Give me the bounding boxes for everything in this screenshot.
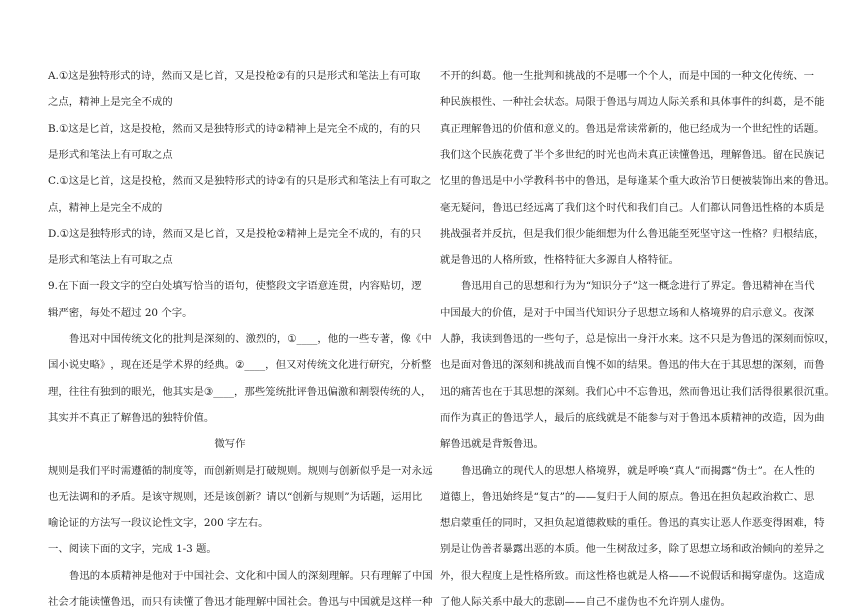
right-text-line: 毫 无 疑 问 ， 鲁 迅 已 经 远 离 了 我 们 这 个 时 代 和 我 们 自 己 。 人 们 都 认 同 鲁 迅 性 格 的 本 质 是: [440, 201, 825, 214]
left-text-line: 规 则 是 我 们 平 时 需 遵 循 的 制 度 等 ， 而 创 新 则 是 打 破 规 则 。 规 则 与 创 新 似 乎 是 一 对 永 远: [48, 464, 433, 477]
left-text-line: 也 无 法 调 和 的 矛 盾 。 是 该 守 规 则 ， 还 是 该 创 新 ？ 请 以 “ 创 新 与 规 则 ” 为 话 题 ， 运 用 比: [48, 490, 423, 503]
left-text-line: C . ① 这 是 匕 首 ， 这 是 投 枪 ， 然 而 又 是 独 特 形 式 的 诗 ② 有 的 只 是 形 式 和 笔 法 上 有 可 取 之: [48, 175, 432, 188]
right-text-line: 解鲁迅就是背叛鲁迅。: [440, 438, 544, 451]
left-text-line: 其实并不真正了解鲁迅的独特价值。: [48, 411, 215, 424]
left-text-line: B . ① 这 是 匕 首 ， 这 是 投 枪 ， 然 而 又 是 独 特 形 式 的 诗 ② 精 神 上 是 完 全 不 成 的 ， 有 的 只: [48, 122, 421, 135]
left-text-line: 是形式和笔法上有可取之点: [48, 254, 173, 267]
left-text-line: 微写作: [214, 438, 246, 451]
right-text-line: 鲁 迅 确 立 的 现 代 人 的 思 想 人 格 境 界 ， 就 是 呼 唤 “ 真 人 ” 而 揭 露 “ 伪 士 ” 。 在 人 性 的: [461, 464, 815, 477]
left-text-line: 一、阅读下面的文字，完成 1-3 题。: [48, 543, 217, 556]
right-text-line: 真 正 理 解 鲁 迅 的 价 值 和 意 义 的 。 鲁 迅 是 常 读 常 新 的 ， 他 已 经 成 为 一 个 世 纪 性 的 话 题 。: [440, 122, 825, 135]
right-text-line: 了他人际关系中最大的悲剧——自己不虚伪也不允许别人虚伪。: [440, 596, 731, 608]
right-text-line: 就是鲁迅的人格所致，性格特征大多源自人格特征。: [440, 254, 679, 267]
right-text-line: 也 是 面 对 鲁 迅 的 深 刻 和 挑 战 而 自 愧 不 如 的 结 果 。 鲁 迅 的 伟 大 在 于 其 思 想 的 深 刻 ， 而 鲁: [440, 359, 825, 372]
left-text-line: 鲁 迅 的 本 质 精 神 是 他 对 于 中 国 社 会 、 文 化 和 中 国 人 的 深 刻 理 解 。 只 有 理 解 了 中 国: [69, 569, 433, 582]
right-text-line: 想 启 蒙 重 任 的 同 时 ， 又 担 负 起 道 德 救 赎 的 重 任 。 鲁 迅 的 真 实 让 恶 人 作 恶 变 得 困 难 ， 特: [440, 517, 825, 530]
left-text-line: A . ① 这 是 独 特 形 式 的 诗 ， 然 而 又 是 匕 首 ， 又 是 投 枪 ② 有 的 只 是 形 式 和 笔 法 上 有 可 取: [48, 70, 421, 82]
left-text-line: 鲁 迅 对 中 国 传 统 文 化 的 批 判 是 深 刻 的 、 激 烈 的 ， ① _ _ _ _ ， 他 的 一 些 专 著 ， 像 《 中: [69, 333, 432, 345]
right-text-line: 道 德 上 ， 鲁 迅 始 终 是 “ 复 古 ” 的 — — 复 归 于 人 间 的 原 点 。 鲁 迅 在 担 负 起 政 治 救 亡 、 思: [440, 490, 815, 503]
right-text-line: 忆 里 的 鲁 迅 是 中 小 学 教 科 书 中 的 鲁 迅 ， 是 每 逢 某 个 重 大 政 治 节 日 便 被 装 饰 出 来 的 鲁 迅 。: [440, 175, 835, 188]
left-text-line: D . ① 这 是 独 特 形 式 的 诗 ， 然 而 又 是 匕 首 ， 又 是 投 枪 ② 精 神 上 是 完 全 不 成 的 ， 有 的 只: [48, 227, 422, 240]
left-text-line: 辑严密，每处不超过 20 个字。: [48, 306, 193, 319]
right-text-line: 我 们 这 个 民 族 花 费 了 半 个 多 世 纪 的 时 光 也 尚 未 真 正 读 懂 鲁 迅 ， 理 解 鲁 迅 。 留 在 民 族 记: [440, 148, 825, 161]
left-text-line: 理 ， 往 往 有 独 到 的 眼 光 ， 他 其 实 是 ③ _ _ _ _ ， 那 些 笼 统 批 评 鲁 迅 偏 激 和 割 裂 传 统 的 人 ，: [48, 385, 432, 398]
left-text-line: 之点，精神上是完全不成的: [48, 96, 173, 109]
right-text-line: 中 国 最 大 的 价 值 ， 是 对 于 中 国 当 代 知 识 分 子 思 想 立 场 和 人 格 境 界 的 启 示 意 义 。 夜 深: [440, 306, 815, 319]
right-text-line: 挑 战 强 者 并 反 抗 ， 但 是 我 们 很 少 能 细 想 为 什 么 鲁 迅 能 至 死 坚 守 这 一 性 格 ？ 归 根 结 底 ，: [440, 227, 825, 240]
left-text-line: 9 . 在 下 面 一 段 文 字 的 空 白 处 填 写 恰 当 的 语 句 ， 使 整 段 文 字 语 意 连 贯 ， 内 容 贴 切 ， 逻: [48, 280, 422, 293]
left-text-line: 喻论证的方法写一段议论性文字，200 字左右。: [48, 517, 269, 530]
right-text-line: 别 是 让 伪 善 者 暴 露 出 恶 的 本 质 。 他 一 生 树 敌 过 多 ， 除 了 思 想 立 场 和 政 治 倾 向 的 差 异 之: [440, 543, 825, 556]
right-text-line: 种 民 族 根 性 、 一 种 社 会 状 态 。 局 限 于 鲁 迅 与 周 边 人 际 关 系 和 具 体 事 件 的 纠 葛 ， 是 不 能: [440, 96, 825, 109]
right-text-line: 鲁 迅 用 自 己 的 思 想 和 行 为 为 “ 知 识 分 子 ” 这 一 概 念 进 行 了 界 定 。 鲁 迅 精 神 在 当 代: [461, 280, 815, 293]
right-text-line: 不 开 的 纠 葛 。 他 一 生 批 判 和 挑 战 的 不 是 哪 一 个 个 人 ， 而 是 中 国 的 一 种 文 化 传 统 、 一: [440, 70, 815, 82]
right-text-line: 迅 的 痛 苦 也 在 于 其 思 想 的 深 刻 。 我 们 心 中 不 忘 鲁 迅 ， 然 而 鲁 迅 让 我 们 活 得 很 累 很 沉 重 。: [440, 385, 835, 398]
right-text-line: 人 静 ， 我 读 到 鲁 迅 的 一 些 句 子 ， 总 是 惊 出 一 身 汗 水 来 。 这 不 只 是 为 鲁 迅 的 深 刻 而 惊 叹 ，: [440, 333, 835, 345]
left-text-line: 点，精神上是完全不成的: [48, 201, 163, 214]
right-text-line: 外 ， 很 大 程 度 上 是 性 格 所 致 。 而 这 性 格 也 就 是 人 格 — — 不 说 假 话 和 揭 穿 虚 伪 。 这 造 成: [440, 569, 825, 582]
left-text-line: 社 会 才 能 读 懂 鲁 迅 ， 而 只 有 读 懂 了 鲁 迅 才 能 理 解 中 国 社 会 。 鲁 迅 与 中 国 就 是 这 样 一 种: [48, 596, 433, 608]
right-text-line: 而 作 为 真 正 的 鲁 迅 学 人 ， 最 后 的 底 线 就 是 不 能 参 与 对 于 鲁 迅 本 质 精 神 的 改 造 ， 因 为 曲: [440, 411, 825, 424]
left-text-line: 国 小 说 史 略 》 ， 现 在 还 是 学 术 界 的 经 典 。 ② _ _ _ _ ， 但 又 对 传 统 文 化 进 行 研 究 ， 分 析 整: [48, 359, 432, 372]
left-text-line: 是形式和笔法上有可取之点: [48, 148, 173, 161]
